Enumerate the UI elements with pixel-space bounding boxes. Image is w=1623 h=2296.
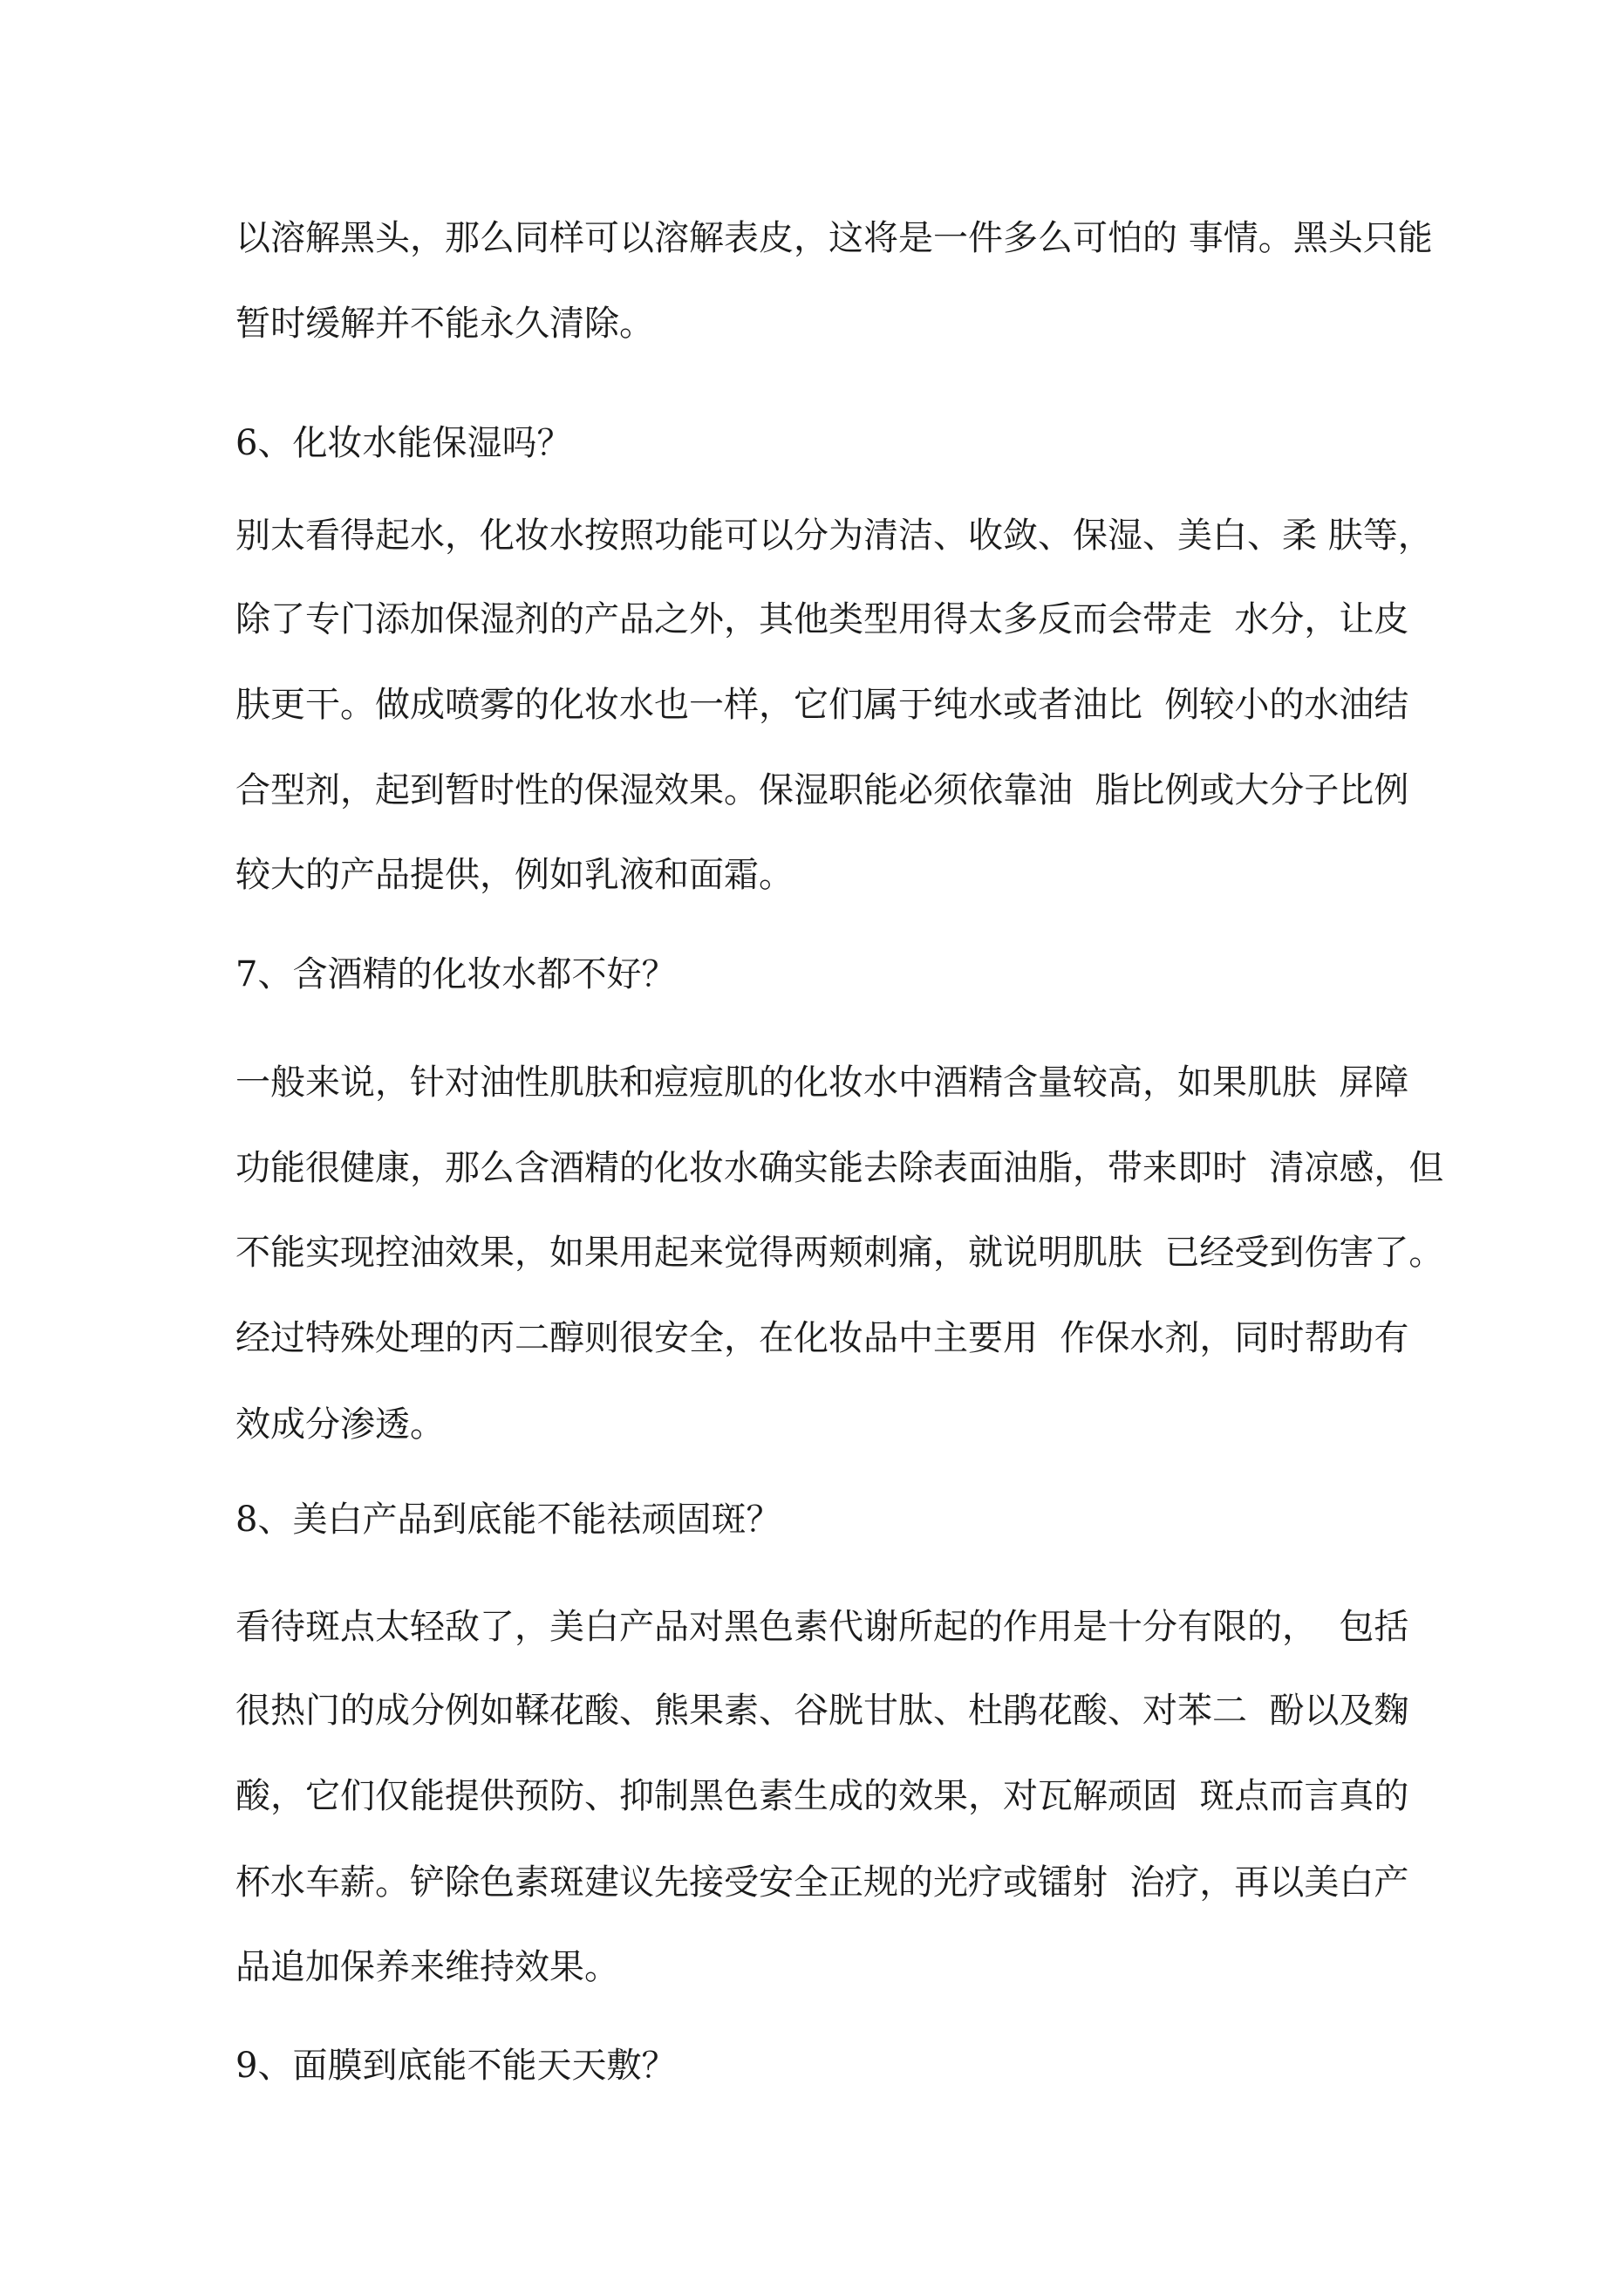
paragraph-line: 经过特殊处理的丙二醇则很安全，在化妆品中主要用 作保水剂，同时帮助有 [235, 1318, 1409, 1358]
paragraph-line: 以溶解黑头，那么同样可以溶解表皮，这将是一件多么可怕的 事情。黑头只能 [235, 218, 1433, 258]
question-heading: 9、面膜到底能不能天天敷？ [235, 2046, 677, 2086]
paragraph-line: 较大的产品提供，例如乳液和面霜。 [235, 855, 794, 895]
paragraph-line: 品追加保养来维持效果。 [235, 1947, 619, 1987]
paragraph-line: 一般来说，针对油性肌肤和痘痘肌的化妆水中酒精含量较高，如果肌肤 屏障 [235, 1063, 1409, 1103]
paragraph-line: 不能实现控油效果，如果用起来觉得两颊刺痛，就说明肌肤 已经受到伤害了。 [235, 1233, 1444, 1273]
question-heading: 7、含酒精的化妆水都不好？ [235, 954, 677, 994]
paragraph-line: 杯水车薪。铲除色素斑建议先接受安全正规的光疗或镭射 治疗，再以美白产 [235, 1862, 1409, 1903]
paragraph-line: 合型剂，起到暂时性的保湿效果。保湿职能必须依靠油 脂比例或大分子比例 [235, 770, 1409, 810]
question-heading: 6、化妆水能保湿吗？ [235, 423, 572, 463]
paragraph-line: 除了专门添加保湿剂的产品之外，其他类型用得太多反而会带走 水分，让皮 [235, 599, 1409, 639]
paragraph-line: 看待斑点太轻敌了，美白产品对黑色素代谢所起的作用是十分有限的， 包括 [235, 1607, 1409, 1647]
paragraph-line: 很热门的成分例如鞣花酸、熊果素、谷胱甘肽、杜鹃花酸、对苯二 酚以及麴 [235, 1691, 1409, 1731]
question-heading: 8、美白产品到底能不能祛顽固斑？ [235, 1500, 781, 1540]
paragraph-line: 暂时缓解并不能永久清除。 [235, 304, 654, 344]
paragraph-line: 酸，它们仅能提供预防、抑制黑色素生成的效果，对瓦解顽固 斑点而言真的 [235, 1776, 1409, 1816]
paragraph-line: 功能很健康，那么含酒精的化妆水确实能去除表面油脂，带来即时 清凉感，但 [235, 1148, 1444, 1188]
paragraph-line: 肤更干。做成喷雾的化妆水也一样，它们属于纯水或者油比 例较小的水油结 [235, 685, 1409, 725]
paragraph-line: 别太看得起水，化妆水按照功能可以分为清洁、收敛、保湿、美白、柔 肤等， [235, 516, 1433, 556]
paragraph-line: 效成分渗透。 [235, 1404, 445, 1445]
